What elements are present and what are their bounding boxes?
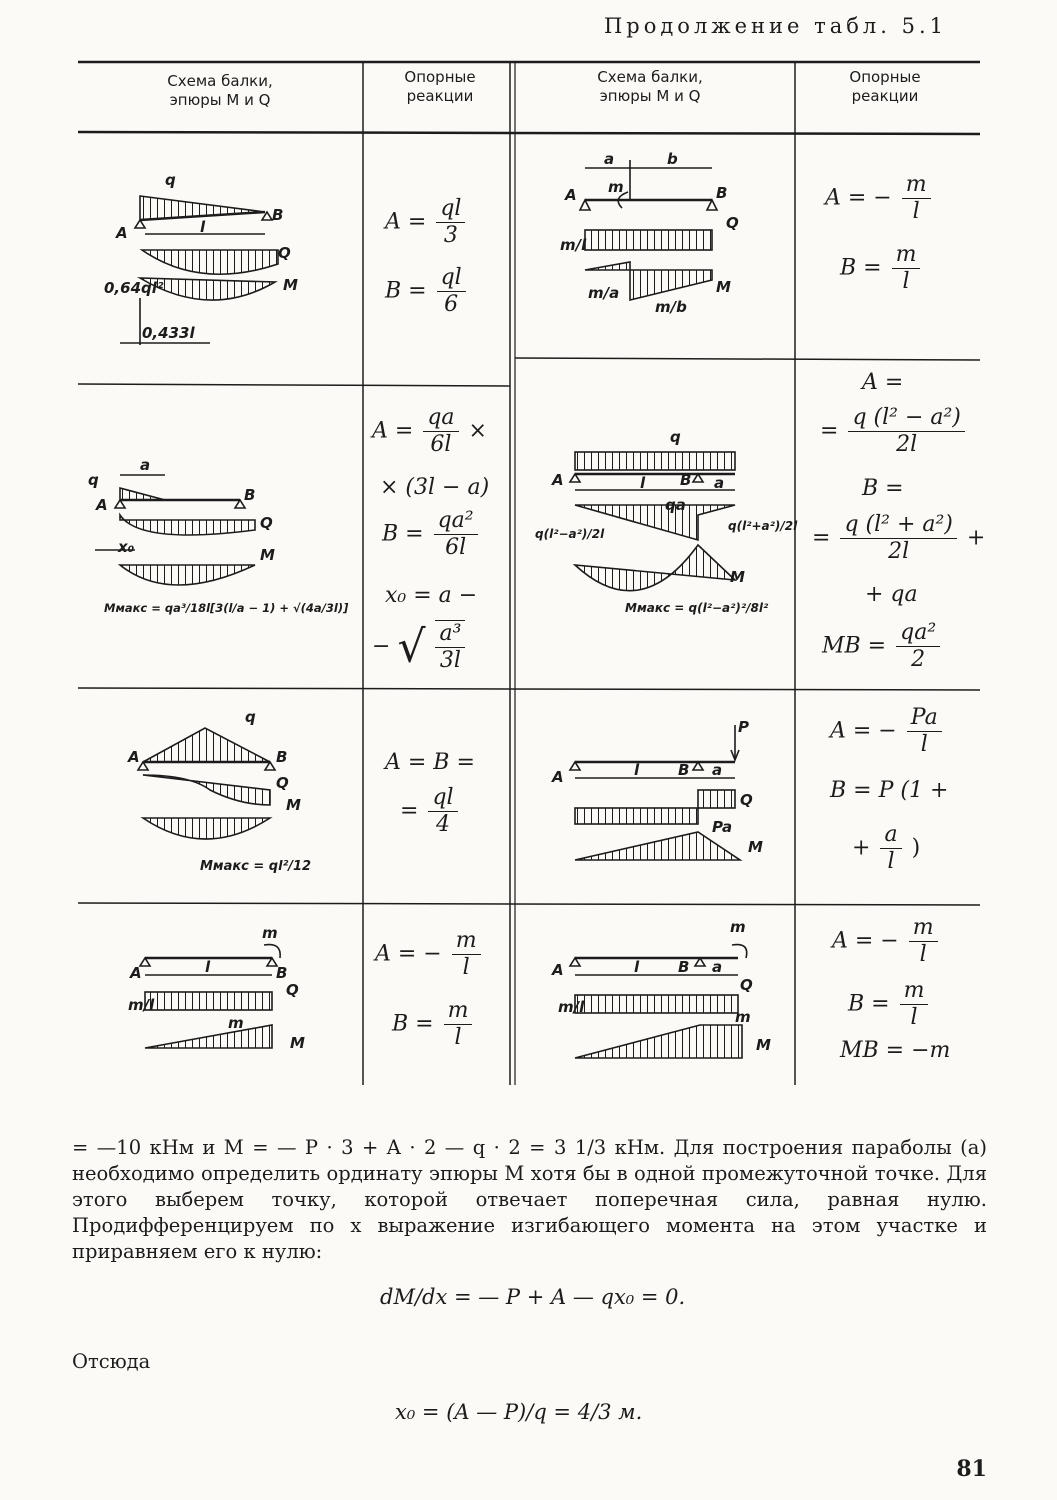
r1l-formula-A: A = $\frac{ql}{3}$ [385,196,468,249]
r4l-label-A: A [130,964,142,982]
r4r-label-ml: m/l [558,998,585,1016]
r4l-label-M: M [290,1034,305,1052]
r2l-label-a: a [140,456,151,474]
r4l-label-ml: m/l [128,996,155,1014]
r2l-label-q: q [88,471,99,489]
r2r-label-qa: qa [665,496,686,514]
r3l-label-q: q [245,708,256,726]
table-caption: Продолжение табл. 5.1 [603,14,947,38]
r1r-label-Q: Q [726,214,739,232]
r1l-label-x: 0,433l [142,324,195,342]
r2l-formula-A: A = $\frac{qa}{6l}$ × [372,405,487,457]
r4l-label-l: l [205,958,211,976]
diagram-r3-left [138,728,275,839]
r3r-formula-A: A = − $\frac{Pa}{l}$ [830,705,945,758]
r1l-label-l: l [200,218,206,236]
r2r-formula-A: A = [862,370,904,395]
r2l-formula-B: B = $\frac{\text{qa²}}{6l}$ [382,508,481,561]
r1l-label-moment: 0,64ql² [104,279,164,297]
r2r-label-ql2pa2: q(l²+a²)/2l [728,519,798,533]
r1r-formula-B: B = $\frac{m}{l}$ [840,242,923,295]
r1r-label-B: B [716,184,728,202]
r4r-label-M: M [756,1036,771,1054]
r2l-label-B: B [244,486,256,504]
r4l-label-m2: m [228,1014,244,1032]
r4l-label-Q: Q [286,981,299,999]
r1l-label-q: q [165,171,176,189]
r1r-formula-A: A = − $\frac{m}{l}$ [825,172,934,225]
r2r-label-l: l [640,474,646,492]
r4r-label-Q: Q [740,976,753,994]
r3r-formula-B: B = P (1 + [830,778,949,803]
r2r-formula-A-val: = $\frac{\text{q (l² − a²)}}{2l}$ [820,405,968,458]
r4r-label-m: m [730,918,746,936]
header-reactions-left: Опорные реакции [404,68,476,105]
diagram-r2-right [570,452,735,591]
r2r-label-mmax: Mмакс = q(l²−a²)²/8l² [625,601,769,615]
r4l-label-B: B [276,964,288,982]
equation-dM-dx: dM/dx = — P + A — qx₀ = 0. [380,1285,686,1309]
r2l-label-M: M [260,546,275,564]
r4r-formula-A: A = − $\frac{m}{l}$ [832,915,941,968]
r4r-label-m2: m [735,1008,751,1026]
r2l-label-mmax: Mмакс = qa³/18l[3(l/a − 1) + √(4a/3l)] [104,601,349,615]
r1l-formula-B: B = $\frac{ql}{6}$ [385,265,469,318]
r3l-label-A: A [128,748,140,766]
header-reactions-right: Опорные реакции [849,68,921,105]
header-scheme-right: Схема балки, эпюры M и Q [597,68,703,105]
r2r-formula-B-val: = $\frac{\text{q (l² + a²)}}{2l}$ + [812,512,986,564]
r2r-label-q: q [670,428,681,446]
r4l-label-m: m [262,924,278,942]
r2l-label-Q: Q [260,514,273,532]
r3r-label-B: B [678,761,690,779]
r3r-label-l: l [634,761,640,779]
r1r-label-ma: m/a [588,284,620,302]
diagram-r1-left [120,196,278,345]
r2l-formula-x0: x₀ = a − [385,583,478,608]
r4l-formula-A: A = − $\frac{m}{l}$ [375,928,484,981]
diagram-r2-left [95,475,255,585]
r4r-label-A: A [552,961,564,979]
r4r-label-l: l [634,958,640,976]
r1l-label-Q: Q [278,244,291,262]
header-scheme-left: Схема балки, эпюры M и Q [167,72,273,109]
r1r-label-b: b [667,150,678,168]
r2r-label-A: A [552,471,564,489]
r2r-formula-MB: MB = $\frac{\text{qa²}}{2}$ [822,620,943,673]
r1r-label-mb: m/b [655,298,687,316]
r3r-label-P: P [738,718,749,736]
diagram-r1-right [580,160,717,300]
r1r-label-ml: m/l [560,236,587,254]
r3r-label-M: M [748,838,763,856]
r2r-label-B: B [680,471,692,489]
equation-x0: x₀ = (A — P)/q = 4/3 м. [395,1400,643,1424]
r3l-label-B: B [276,748,288,766]
r2l-label-A: A [96,496,108,514]
r3r-label-A: A [552,768,564,786]
r3l-formula-AB: A = B = [385,750,475,775]
r3r-formula-B-cont: + $\frac{a}{l}$ ) [852,822,921,874]
r3r-label-a: a [712,761,723,779]
r3l-label-mmax: Mмакс = ql²/12 [200,859,312,874]
page-number: 81 [956,1456,987,1482]
r2r-formula-B-qa: + qa [865,582,918,607]
r2r-label-ql2ma2: q(l²−a²)/2l [535,527,605,541]
r3l-label-Q: Q [276,774,289,792]
r4r-formula-MB: MB = −m [840,1038,951,1063]
r4r-formula-B: B = $\frac{m}{l}$ [848,978,931,1031]
body-paragraph: = —10 кНм и M = — P · 3 + A · 2 — q · 2 = 3 1/3 кНм. Для построения параболы (a) необходимо определить ординату эпюры M хотя бы в одной промежуточной точке. Для этого выберем точку, которой отвечает поперечная сила, равная нулю. Продифференцируем по x выражение изгибающего момента на этом участке и приравняем его к нулю: [72,1136,987,1263]
r1l-label-B: B [272,206,284,224]
r1r-label-A: A [565,186,577,204]
r2l-formula-x0-root: − √ $\frac{\text{a³}}{3l}$ [372,620,468,674]
r3l-label-M: M [286,796,301,814]
r2r-label-M: M [730,568,745,586]
otsyuda-label: Отсюда [72,1350,151,1373]
diagram-r3-right [570,725,740,860]
r1l-label-M: M [283,276,298,294]
r2l-label-x0: x₀ [118,538,135,556]
r4l-formula-B: B = $\frac{m}{l}$ [392,998,475,1051]
r1r-label-a: a [604,150,615,168]
r3r-label-Q: Q [740,791,753,809]
r2r-formula-B: B = [862,476,904,501]
r4r-label-a: a [712,958,723,976]
r2l-formula-A-cont: × (3l − a) [380,475,490,500]
r3r-label-Pa: Pa [712,818,733,836]
r1r-label-M: M [716,278,731,296]
r2r-label-a: a [714,474,725,492]
r4r-label-B: B [678,958,690,976]
r1r-label-m: m [608,178,624,196]
r1l-label-A: A [116,224,128,242]
r3l-formula-AB-val: = $\frac{ql}{4}$ [400,785,461,838]
